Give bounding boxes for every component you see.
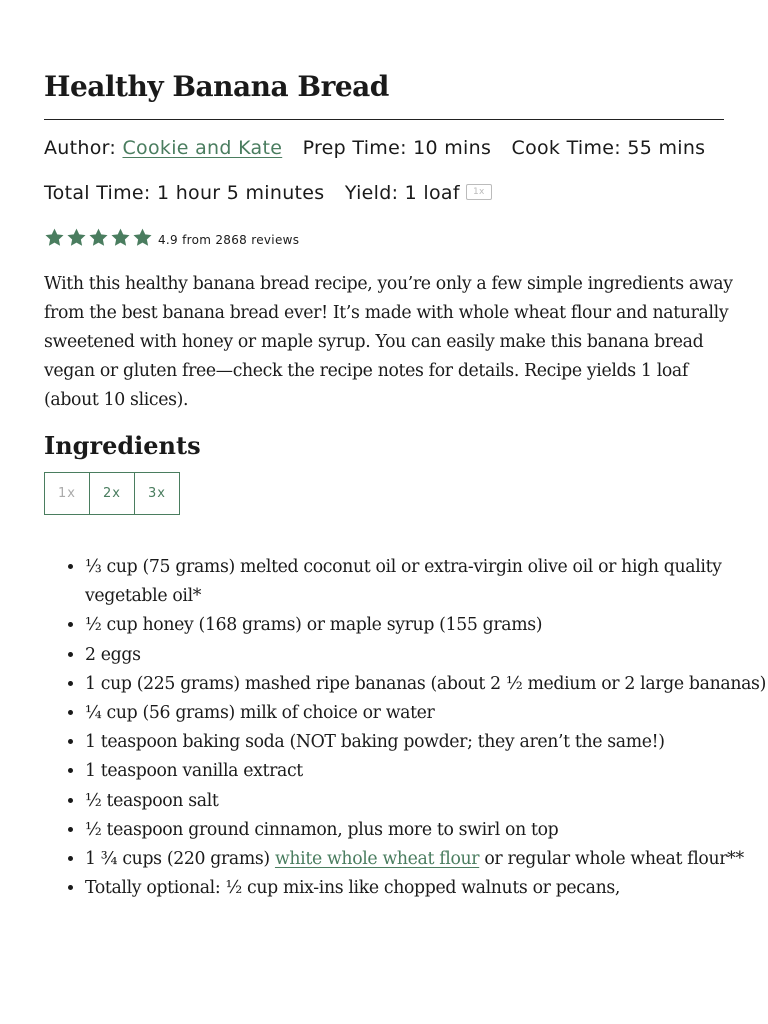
scale-2x-button[interactable]: 2x xyxy=(90,473,135,514)
ingredient-item: • ½ teaspoon salt xyxy=(85,787,768,816)
ingredient-item-flour xyxy=(85,845,768,874)
ingredient-item: • 1 teaspoon baking soda (NOT baking powder; they aren’t the same!) xyxy=(85,728,768,757)
scale-3x-button[interactable]: 3x xyxy=(148,486,166,501)
ingredients-heading: Ingredients xyxy=(44,431,201,460)
cook-time-value: 55 mins xyxy=(627,137,706,159)
ingredient-item: • 1 cup (225 grams) mashed ripe bananas (about 2 ½ medium or 2 large bananas) xyxy=(85,670,768,699)
rating-from: from xyxy=(182,232,212,247)
recipe-title: Healthy Banana Bread xyxy=(44,70,389,103)
prep-time-value: 10 mins xyxy=(413,137,492,159)
flour-suffix: or regular whole wheat flour** xyxy=(479,849,744,870)
recipe-meta-row-2 xyxy=(44,182,492,204)
total-time-meta xyxy=(44,182,325,204)
prep-time-meta xyxy=(303,137,492,159)
star-icon[interactable] xyxy=(88,227,109,248)
author-meta xyxy=(44,137,282,159)
rating-reviews: reviews xyxy=(251,232,300,247)
recipe-rating xyxy=(44,227,299,248)
ingredient-item: • ½ cup honey (168 grams) or maple syrup (155 grams) xyxy=(85,611,768,640)
cook-time-label: Cook Time: xyxy=(511,137,621,159)
yield-label: Yield: xyxy=(344,182,399,204)
total-time-value: 1 hour 5 minutes xyxy=(156,182,325,204)
prep-time-label: Prep Time: xyxy=(302,137,407,159)
total-time-label: Total Time: xyxy=(44,182,151,204)
yield-scale-badge[interactable]: 1x xyxy=(466,184,492,200)
star-icon[interactable] xyxy=(132,227,153,248)
rating-summary xyxy=(158,233,299,247)
recipe-summary: With this healthy banana bread recipe, you’re only a few simple ingredients away from the best banana bread ever! It’s made with whole wheat flour and naturally sweetened with honey or maple syrup. You can easily make this banana bread vegan or gluten free—check the recipe notes for details. Recipe yields 1 loaf (about 10 slices). xyxy=(44,274,733,410)
scale-1x-button[interactable]: 1x xyxy=(45,473,90,514)
ingredient-item: • Totally optional: ½ cup mix-ins like chopped walnuts or pecans, xyxy=(85,874,768,903)
cook-time-meta xyxy=(512,137,706,159)
ingredient-item: • 2 eggs xyxy=(85,641,768,670)
ingredient-item: • ½ teaspoon ground cinnamon, plus more to swirl on top xyxy=(85,816,768,845)
author-label: Author: xyxy=(44,137,117,159)
star-icon[interactable] xyxy=(66,227,87,248)
star-icon[interactable] xyxy=(44,227,65,248)
flour-prefix: 1 ¾ cups (220 grams) xyxy=(85,849,275,870)
ingredient-scale-toggle xyxy=(44,472,180,515)
yield-value: 1 loaf xyxy=(404,182,460,204)
ingredient-item: • 1 teaspoon vanilla extract xyxy=(85,757,768,786)
ingredient-item: • ⅓ cup (75 grams) melted coconut oil or extra-virgin olive oil or high quality vegetable oil* xyxy=(85,553,768,611)
ingredient-list xyxy=(44,553,768,903)
rating-value: 4.9 xyxy=(158,232,178,247)
rating-stars[interactable] xyxy=(44,227,154,248)
recipe-meta-row-1 xyxy=(44,137,719,159)
title-divider xyxy=(44,119,724,120)
flour-link[interactable]: white whole wheat flour xyxy=(274,849,480,870)
rating-count: 2868 xyxy=(215,232,248,247)
yield-meta xyxy=(345,182,492,204)
ingredient-item: • ¼ cup (56 grams) milk of choice or water xyxy=(85,699,768,728)
star-icon[interactable] xyxy=(110,227,131,248)
author-link[interactable]: Cookie and Kate xyxy=(122,137,283,159)
